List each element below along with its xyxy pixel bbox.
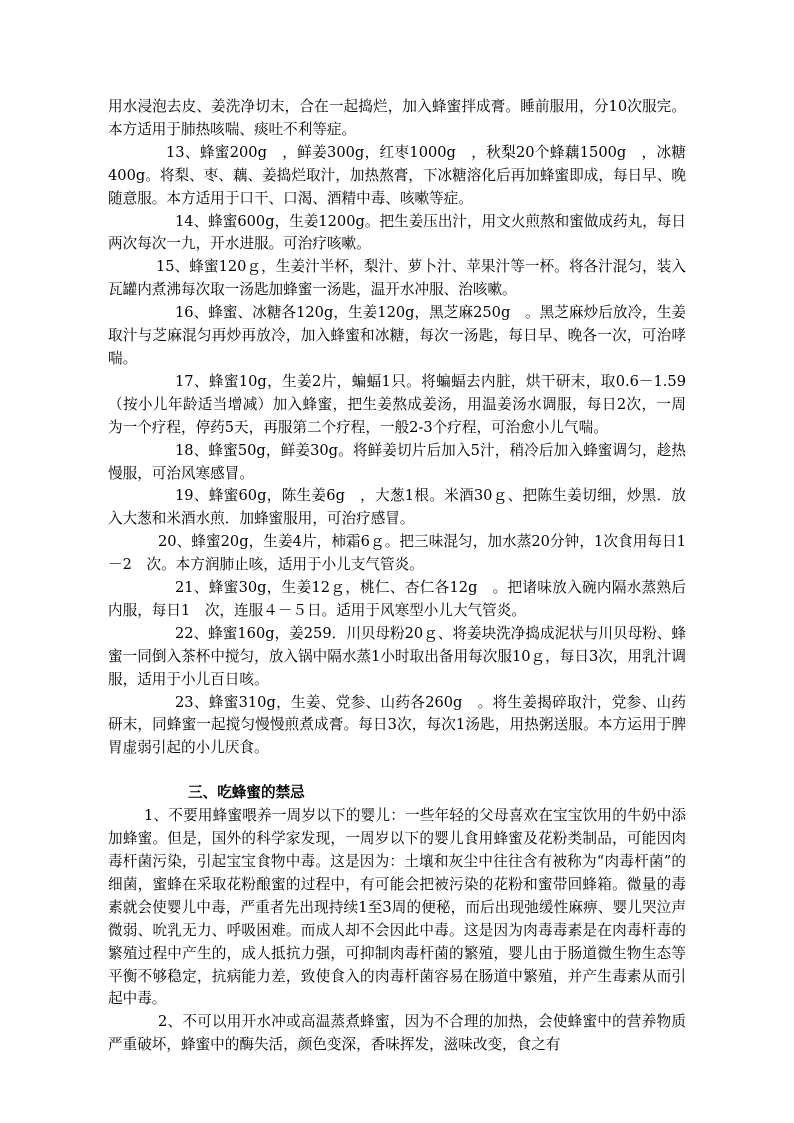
recipe-16: 16、蜂蜜、冰糖各120g，生姜120g，黑芝麻250g 。黑芝麻炒后放冷，生姜取汁与芝麻混匀再炒再放冷，加入蜂蜜和冰糖，每次一汤匙，每日早、晚各一次，可治哮喘。 [108,304,686,367]
recipe-15: 15、蜂蜜120ｇ，生姜汁半杯，梨汁、萝卜汁、苹果汁等一杯。将各汁混匀，装入瓦罐内煮沸每次取一汤匙加蜂蜜一汤匙，温开水冲服、治咳嗽。 [108,258,686,299]
recipe-17: 17、蜂蜜10g，生姜2片，蝙蝠1只。将蝙蝠去内脏，烘干研末，取0.6－1.59（按小儿年龄适当增减）加入蜂蜜，把生姜熬成姜汤，用温姜汤水调服，每日2次，一周为一个疗程，停药5天，再服第二个疗程，一般2-3个疗程，可治愈小儿气喘。 [108,372,686,436]
paragraph-intro-continued: 用水浸泡去皮、姜洗净切末，合在一起捣烂，加入蜂蜜拌成膏。睡前服用，分10次服完。本方适用于肺热咳喘、痰吐不利等症。 [108,98,686,138]
recipe-18: 18、蜂蜜50g，鲜姜30g。将鲜姜切片后加入5汁，稍冷后加入蜂蜜调匀，趁热慢服，可治风寒感冒。 [108,441,686,482]
recipe-14: 14、蜂蜜600g，生姜1200g。把生姜压出汁，用文火煎熬和蜜做成药丸，每日两次每次一九，开水进服。可治疗咳嗽。 [108,212,686,253]
section-heading: 三、吃蜂蜜的禁忌 [188,784,305,802]
taboo-2: 2、不可以用开水冲或高温蒸煮蜂蜜，因为不合理的加热，会使蜂蜜中的营养物质严重破坏，蜂蜜中的酶失活，颜色变深，香味挥发，滋味改变，食之有 [108,1013,686,1054]
taboo-1: 1、不要用蜂蜜喂养一周岁以下的婴儿：一些年轻的父母喜欢在宝宝饮用的牛奶中添加蜂蜜。但是，国外的科学家发现，一周岁以下的婴儿食用蜂蜜及花粉类制品，可能因肉毒杆菌污染，引起宝宝食物中毒。这是因为：土壤和灰尘中往往含有被称为“肉毒杆菌”的细菌，蜜蜂在采取花粉酿蜜的过程中，有可能会把被污染的花粉和蜜带回蜂箱。微量的毒素就会使婴儿中毒，严重者先出现持续1至3周的便秘，而后出现弛缓性麻痹、婴儿哭泣声微弱、吮乳无力、呼吸困难。而成人却不会因此中毒。这是因为肉毒毒素是在肉毒杆毒的繁殖过程中产生的，成人抵抗力强，可抑制肉毒杆菌的繁殖，婴儿由于肠道微生物生态等平衡不够稳定，抗病能力差，致使食入的肉毒杆菌容易在肠道中繁殖，并产生毒素从而引起中毒。 [108,807,686,1008]
recipe-22: 22、蜂蜜160g，姜259．川贝母粉20ｇ、将姜块洗净捣成泥状与川贝母粉、蜂蜜一同倒入茶杯中搅匀，放入锅中隔水蒸1小时取出备用每次服10ｇ，每日3次，用乳汁调服，适用于小儿百日咳。 [108,624,686,688]
recipe-13: 13、蜂蜜200g ，鲜姜300g，红枣1000g ，秋梨20个蜂藕1500g ，冰糖400g。将梨、枣、藕、姜捣烂取汁，加热熬膏，下冰糖溶化后再加蜂蜜即成，每日早、晚随意服。本方适用于口干、口渴、酒精中毒、咳嗽等症。 [108,143,686,207]
recipe-19: 19、蜂蜜60g，陈生姜6g ，大葱1根。米酒30ｇ、把陈生姜切细，炒黑．放入大葱和米酒水煎．加蜂蜜服用，可治疗感冒。 [108,487,686,528]
recipe-20: 20、蜂蜜20g，生姜4片，柿霜6ｇ。把三味混匀，加水蒸20分钟，1次食用每日1 －2 次。本方润肺止咳，适用于小儿支气管炎。 [108,533,701,574]
recipe-21: 21、蜂蜜30g，生姜12ｇ，桃仁、杏仁各12g 。把诸味放入碗内隔水蒸熟后内服，每日1 次，连服４－５日。适用于风寒型小儿大气管炎。 [108,579,686,619]
recipe-23: 23、蜂蜜310g，生姜、党参、山药各260g 。将生姜揭碎取汁，党参、山药研末，同蜂蜜一起搅匀慢慢煎煮成膏。每日3次，每次1汤匙，用热粥送服。本方运用于脾胃虚弱引起的小儿厌食。 [108,693,686,757]
document-body [108,96,701,1057]
